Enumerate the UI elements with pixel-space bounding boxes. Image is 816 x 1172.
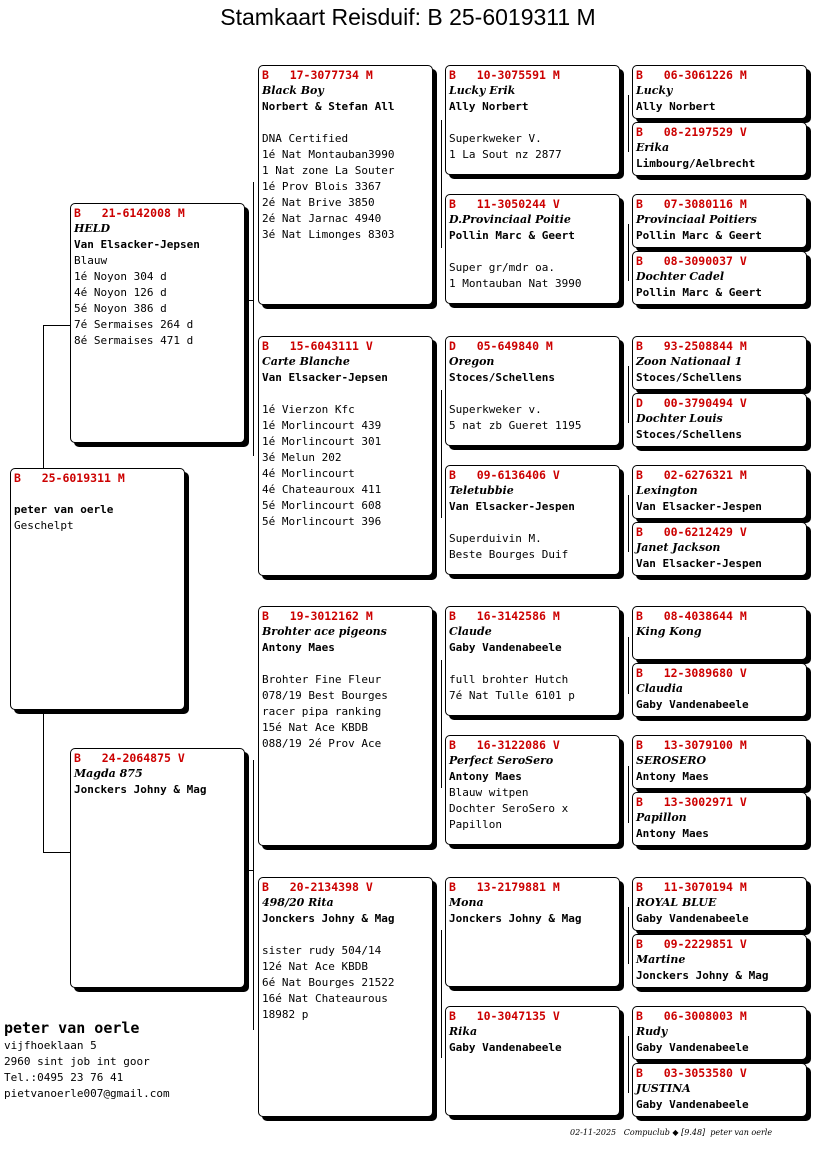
breeder-name: Stoces/Schellens <box>449 371 555 384</box>
pigeon-card-dam-dam[interactable] <box>258 877 433 1117</box>
pigeon-card-sire[interactable] <box>70 203 245 443</box>
info-line: Beste Bourges Duif <box>449 548 569 561</box>
pigeon-card-g7[interactable] <box>632 465 807 519</box>
info-line: 8é Sermaises 471 d <box>74 334 194 347</box>
pigeon-card-g14[interactable] <box>632 934 807 988</box>
info-line <box>449 515 617 531</box>
connector-line <box>253 182 254 456</box>
connector-line <box>43 852 70 853</box>
info-line: 1é Noyon 304 d <box>74 270 167 283</box>
info-line: Superkweker V. <box>449 132 542 145</box>
info-line <box>262 927 430 943</box>
pigeon-name: Brohter ace pigeons <box>262 625 387 638</box>
info-line: 5é Morlincourt 396 <box>262 515 382 528</box>
breeder-name: Norbert & Stefan All <box>262 100 395 113</box>
ring-number: B 25-6019311 M <box>14 471 125 485</box>
ring-number: B 21-6142008 M <box>74 206 185 220</box>
ring-number: B 09-6136406 V <box>449 468 560 482</box>
ring-number: B 24-2064875 V <box>74 751 185 765</box>
pigeon-name: 498/20 Rita <box>262 896 334 909</box>
connector-line <box>245 300 253 301</box>
page-title: Stamkaart Reisduif: B 25-6019311 M <box>220 4 596 30</box>
ring-number: B 12-3089680 V <box>636 666 747 680</box>
breeder-name: Jonckers Johny & Mag <box>262 912 395 925</box>
info-line: full brohter Hutch <box>449 673 569 686</box>
info-line <box>262 656 430 672</box>
pigeon-name: Erika <box>636 141 670 154</box>
connector-line <box>43 325 70 326</box>
info-line: 1 Montauban Nat 3990 <box>449 277 582 290</box>
pigeon-card-g6[interactable] <box>632 393 807 447</box>
info-line: 1 La Sout nz 2877 <box>449 148 562 161</box>
info-line: 1é Prov Blois 3367 <box>262 180 382 193</box>
pigeon-card-g2[interactable] <box>632 122 807 176</box>
connector-line <box>43 325 44 468</box>
pigeon-card-g4[interactable] <box>632 251 807 305</box>
connector-line <box>253 760 254 1030</box>
ring-number: B 16-3142586 M <box>449 609 560 623</box>
ring-number: D 00-3790494 V <box>636 396 747 410</box>
connector-line <box>628 907 629 964</box>
info-line: 1é Morlincourt 439 <box>262 419 382 432</box>
pigeon-name: Teletubbie <box>449 484 514 497</box>
breeder-name: Stoces/Schellens <box>636 371 742 384</box>
ring-number: B 16-3122086 V <box>449 738 560 752</box>
pigeon-name: Claude <box>449 625 492 638</box>
pigeon-name: Black Boy <box>262 84 324 97</box>
owner-city: 2960 sint job int goor <box>4 1055 150 1068</box>
info-line: 12é Nat Ace KBDB <box>262 960 368 973</box>
breeder-name: Gaby Vandenabeele <box>449 641 562 654</box>
pigeon-card-ssd[interactable] <box>445 194 620 304</box>
info-line: 1 Nat zone La Souter <box>262 164 395 177</box>
breeder-name: Ally Norbert <box>449 100 529 113</box>
ring-number: B 11-3070194 M <box>636 880 747 894</box>
info-line: racer pipa ranking <box>262 705 382 718</box>
pigeon-card-sdd[interactable] <box>445 465 620 575</box>
info-line: 1é Vierzon Kfc <box>262 403 355 416</box>
ring-number: B 08-3090037 V <box>636 254 747 268</box>
info-line: 7é Sermaises 264 d <box>74 318 194 331</box>
ring-number: B 20-2134398 V <box>262 880 373 894</box>
info-line: 4é Chateauroux 411 <box>262 483 382 496</box>
pigeon-name: Mona <box>449 896 484 909</box>
ring-number: B 93-2508844 M <box>636 339 747 353</box>
pigeon-card-g3[interactable] <box>632 194 807 248</box>
pigeon-name: Papillon <box>636 811 687 824</box>
info-line <box>449 386 617 402</box>
breeder-name: Stoces/Schellens <box>636 428 742 441</box>
breeder-name: Antony Maes <box>636 770 709 783</box>
breeder-name: Gaby Vandenabeele <box>636 1098 749 1111</box>
info-line: Blauw witpen <box>449 786 529 799</box>
ring-number: B 11-3050244 V <box>449 197 560 211</box>
pigeon-card-g13[interactable] <box>632 877 807 931</box>
info-line: 4é Morlincourt <box>262 467 355 480</box>
info-line: Papillon <box>449 818 502 831</box>
info-line: Blauw <box>74 254 108 267</box>
breeder-name: Jonckers Johny & Mag <box>74 783 207 796</box>
pigeon-card-sss[interactable] <box>445 65 620 175</box>
pigeon-card-g16[interactable] <box>632 1063 807 1117</box>
breeder-name: Pollin Marc & Geert <box>449 229 575 242</box>
breeder-name: Limbourg/Aelbrecht <box>636 157 756 170</box>
info-line: Dochter SeroSero x <box>449 802 569 815</box>
pigeon-name: D.Provinciaal Poitie <box>449 213 571 226</box>
breeder-name: Jonckers Johny & Mag <box>449 912 582 925</box>
pigeon-card-g9[interactable] <box>632 606 807 660</box>
connector-line <box>441 120 442 248</box>
pigeon-name: SEROSERO <box>636 754 707 767</box>
footer-stamp: 02-11-2025 Compuclub ◆ [9.48] peter van oerle <box>570 1128 773 1137</box>
info-line: 4é Noyon 126 d <box>74 286 167 299</box>
pigeon-name: Lucky <box>636 84 673 97</box>
connector-line <box>628 366 629 423</box>
connector-line <box>441 390 442 518</box>
pigeon-card-g11[interactable] <box>632 735 807 789</box>
pigeon-card-dsd[interactable] <box>445 735 620 845</box>
breeder-name: Jonckers Johny & Mag <box>636 969 769 982</box>
info-line: Super gr/mdr oa. <box>449 261 555 274</box>
breeder-name: Pollin Marc & Geert <box>636 286 762 299</box>
pigeon-card-sire-sire[interactable] <box>258 65 433 305</box>
breeder-name: Van Elsacker-Jepsen <box>262 371 388 384</box>
info-line: 088/19 2é Prov Ace <box>262 737 382 750</box>
ring-number: D 05-649840 M <box>449 339 553 353</box>
ring-number: B 00-6212429 V <box>636 525 747 539</box>
pigeon-name: Dochter Louis <box>636 412 723 425</box>
breeder-name: Gaby Vandenabeele <box>636 912 749 925</box>
info-line: 18982 p <box>262 1008 309 1021</box>
ring-number: B 02-6276321 M <box>636 468 747 482</box>
info-line: 1é Morlincourt 301 <box>262 435 382 448</box>
connector-line <box>441 930 442 1058</box>
pigeon-name: Lexington <box>636 484 698 497</box>
ring-number: B 19-3012162 M <box>262 609 373 623</box>
ring-number: B 13-2179881 M <box>449 880 560 894</box>
breeder-name: Van Elsacker-Jespen <box>636 500 762 513</box>
pigeon-name: Martine <box>636 953 686 966</box>
info-line: DNA Certified <box>262 132 349 145</box>
info-line: 2é Nat Jarnac 4940 <box>262 212 382 225</box>
ring-number: B 06-3061226 M <box>636 68 747 82</box>
info-line <box>449 656 617 672</box>
info-line <box>449 244 617 260</box>
owner-address: vijfhoeklaan 5 <box>4 1039 97 1052</box>
info-line <box>262 386 430 402</box>
pigeon-name: Provinciaal Poitiers <box>636 213 757 226</box>
ring-number: B 07-3080116 M <box>636 197 747 211</box>
pigeon-card-dds[interactable] <box>445 877 620 987</box>
pigeon-name: King Kong <box>636 625 702 638</box>
info-line: 5 nat zb Gueret 1195 <box>449 419 582 432</box>
breeder-name: Gaby Vandenabeele <box>449 1041 562 1054</box>
info-line: 2é Nat Brive 3850 <box>262 196 375 209</box>
info-line: Superduivin M. <box>449 532 542 545</box>
info-line: Geschelpt <box>14 519 74 532</box>
pigeon-name: JUSTINA <box>636 1082 691 1095</box>
info-line: 15é Nat Ace KBDB <box>262 721 368 734</box>
pigeon-name: Janet Jackson <box>636 541 721 554</box>
breeder-name: Ally Norbert <box>636 100 716 113</box>
pigeon-name: HELD <box>74 222 111 235</box>
pigeon-card-g10[interactable] <box>632 663 807 717</box>
pigeon-card-dam[interactable] <box>70 748 245 988</box>
info-line <box>14 486 182 502</box>
pigeon-name: Zoon Nationaal 1 <box>636 355 743 368</box>
pigeon-card-ddd[interactable] <box>445 1006 620 1116</box>
breeder-name: Van Elsacker-Jespen <box>636 557 762 570</box>
info-line: 16é Nat Chateaurous <box>262 992 388 1005</box>
info-line: 6é Nat Bourges 21522 <box>262 976 395 989</box>
connector-line <box>628 95 629 152</box>
info-line: 5é Morlincourt 608 <box>262 499 382 512</box>
pigeon-name: Rika <box>449 1025 478 1038</box>
pigeon-card-g8[interactable] <box>632 522 807 576</box>
info-line <box>449 115 617 131</box>
pigeon-name: Carte Blanche <box>262 355 350 368</box>
pigeon-card-g1[interactable] <box>632 65 807 119</box>
ring-number: B 06-3008003 M <box>636 1009 747 1023</box>
connector-line <box>628 224 629 281</box>
info-line: 1é Nat Montauban3990 <box>262 148 395 161</box>
breeder-name: Antony Maes <box>636 827 709 840</box>
pigeon-card-g12[interactable] <box>632 792 807 846</box>
connector-line <box>43 710 44 852</box>
owner-name: peter van oerle <box>4 1019 140 1037</box>
connector-line <box>628 495 629 552</box>
pigeon-card-dss[interactable] <box>445 606 620 716</box>
info-line: 078/19 Best Bourges <box>262 689 388 702</box>
pigeon-card-sire-dam[interactable] <box>258 336 433 576</box>
owner-phone: Tel.:0495 23 76 41 <box>4 1071 124 1084</box>
breeder-name: Pollin Marc & Geert <box>636 229 762 242</box>
info-line: Brohter Fine Fleur <box>262 673 382 686</box>
info-line: 5é Noyon 386 d <box>74 302 167 315</box>
pigeon-name: ROYAL BLUE <box>636 896 717 909</box>
pigeon-name: Rudy <box>636 1025 668 1038</box>
owner-email[interactable]: pietvanoerle007@gmail.com <box>4 1087 170 1100</box>
breeder-name: Gaby Vandenabeele <box>636 1041 749 1054</box>
pigeon-name: Claudia <box>636 682 684 695</box>
ring-number: B 08-4038644 M <box>636 609 747 623</box>
info-line: sister rudy 504/14 <box>262 944 382 957</box>
pigeon-name: Perfect SeroSero <box>449 754 554 767</box>
info-line: 3é Nat Limonges 8303 <box>262 228 395 241</box>
breeder-name: peter van oerle <box>14 503 114 516</box>
pigeon-card-subject[interactable] <box>10 468 185 710</box>
ring-number: B 17-3077734 M <box>262 68 373 82</box>
breeder-name: Gaby Vandenabeele <box>636 698 749 711</box>
ring-number: B 13-3002971 V <box>636 795 747 809</box>
pigeon-card-sds[interactable] <box>445 336 620 446</box>
pigeon-card-dam-sire[interactable] <box>258 606 433 846</box>
breeder-name: Van Elsacker-Jespen <box>449 500 575 513</box>
info-line: 7é Nat Tulle 6101 p <box>449 689 575 702</box>
ring-number: B 10-3075591 M <box>449 68 560 82</box>
ring-number: B 03-3053580 V <box>636 1066 747 1080</box>
connector-line <box>628 1036 629 1093</box>
pigeon-card-g15[interactable] <box>632 1006 807 1060</box>
info-line: 3é Melun 202 <box>262 451 342 464</box>
ring-number: B 15-6043111 V <box>262 339 373 353</box>
breeder-name: Antony Maes <box>449 770 522 783</box>
breeder-name: Antony Maes <box>262 641 335 654</box>
ring-number: B 13-3079100 M <box>636 738 747 752</box>
ring-number: B 10-3047135 V <box>449 1009 560 1023</box>
pigeon-name: Oregon <box>449 355 495 368</box>
connector-line <box>628 637 629 694</box>
pigeon-name: Lucky Erik <box>449 84 516 97</box>
connector-line <box>245 870 253 871</box>
info-line <box>262 115 430 131</box>
breeder-name: Van Elsacker-Jepsen <box>74 238 200 251</box>
info-line: Superkweker v. <box>449 403 542 416</box>
pigeon-name: Magda 875 <box>74 767 143 780</box>
owner-block <box>4 1018 170 1102</box>
pigeon-name: Dochter Cadel <box>636 270 725 283</box>
ring-number: B 09-2229851 V <box>636 937 747 951</box>
connector-line <box>628 766 629 823</box>
ring-number: B 08-2197529 V <box>636 125 747 139</box>
connector-line <box>441 660 442 788</box>
pigeon-card-g5[interactable] <box>632 336 807 390</box>
